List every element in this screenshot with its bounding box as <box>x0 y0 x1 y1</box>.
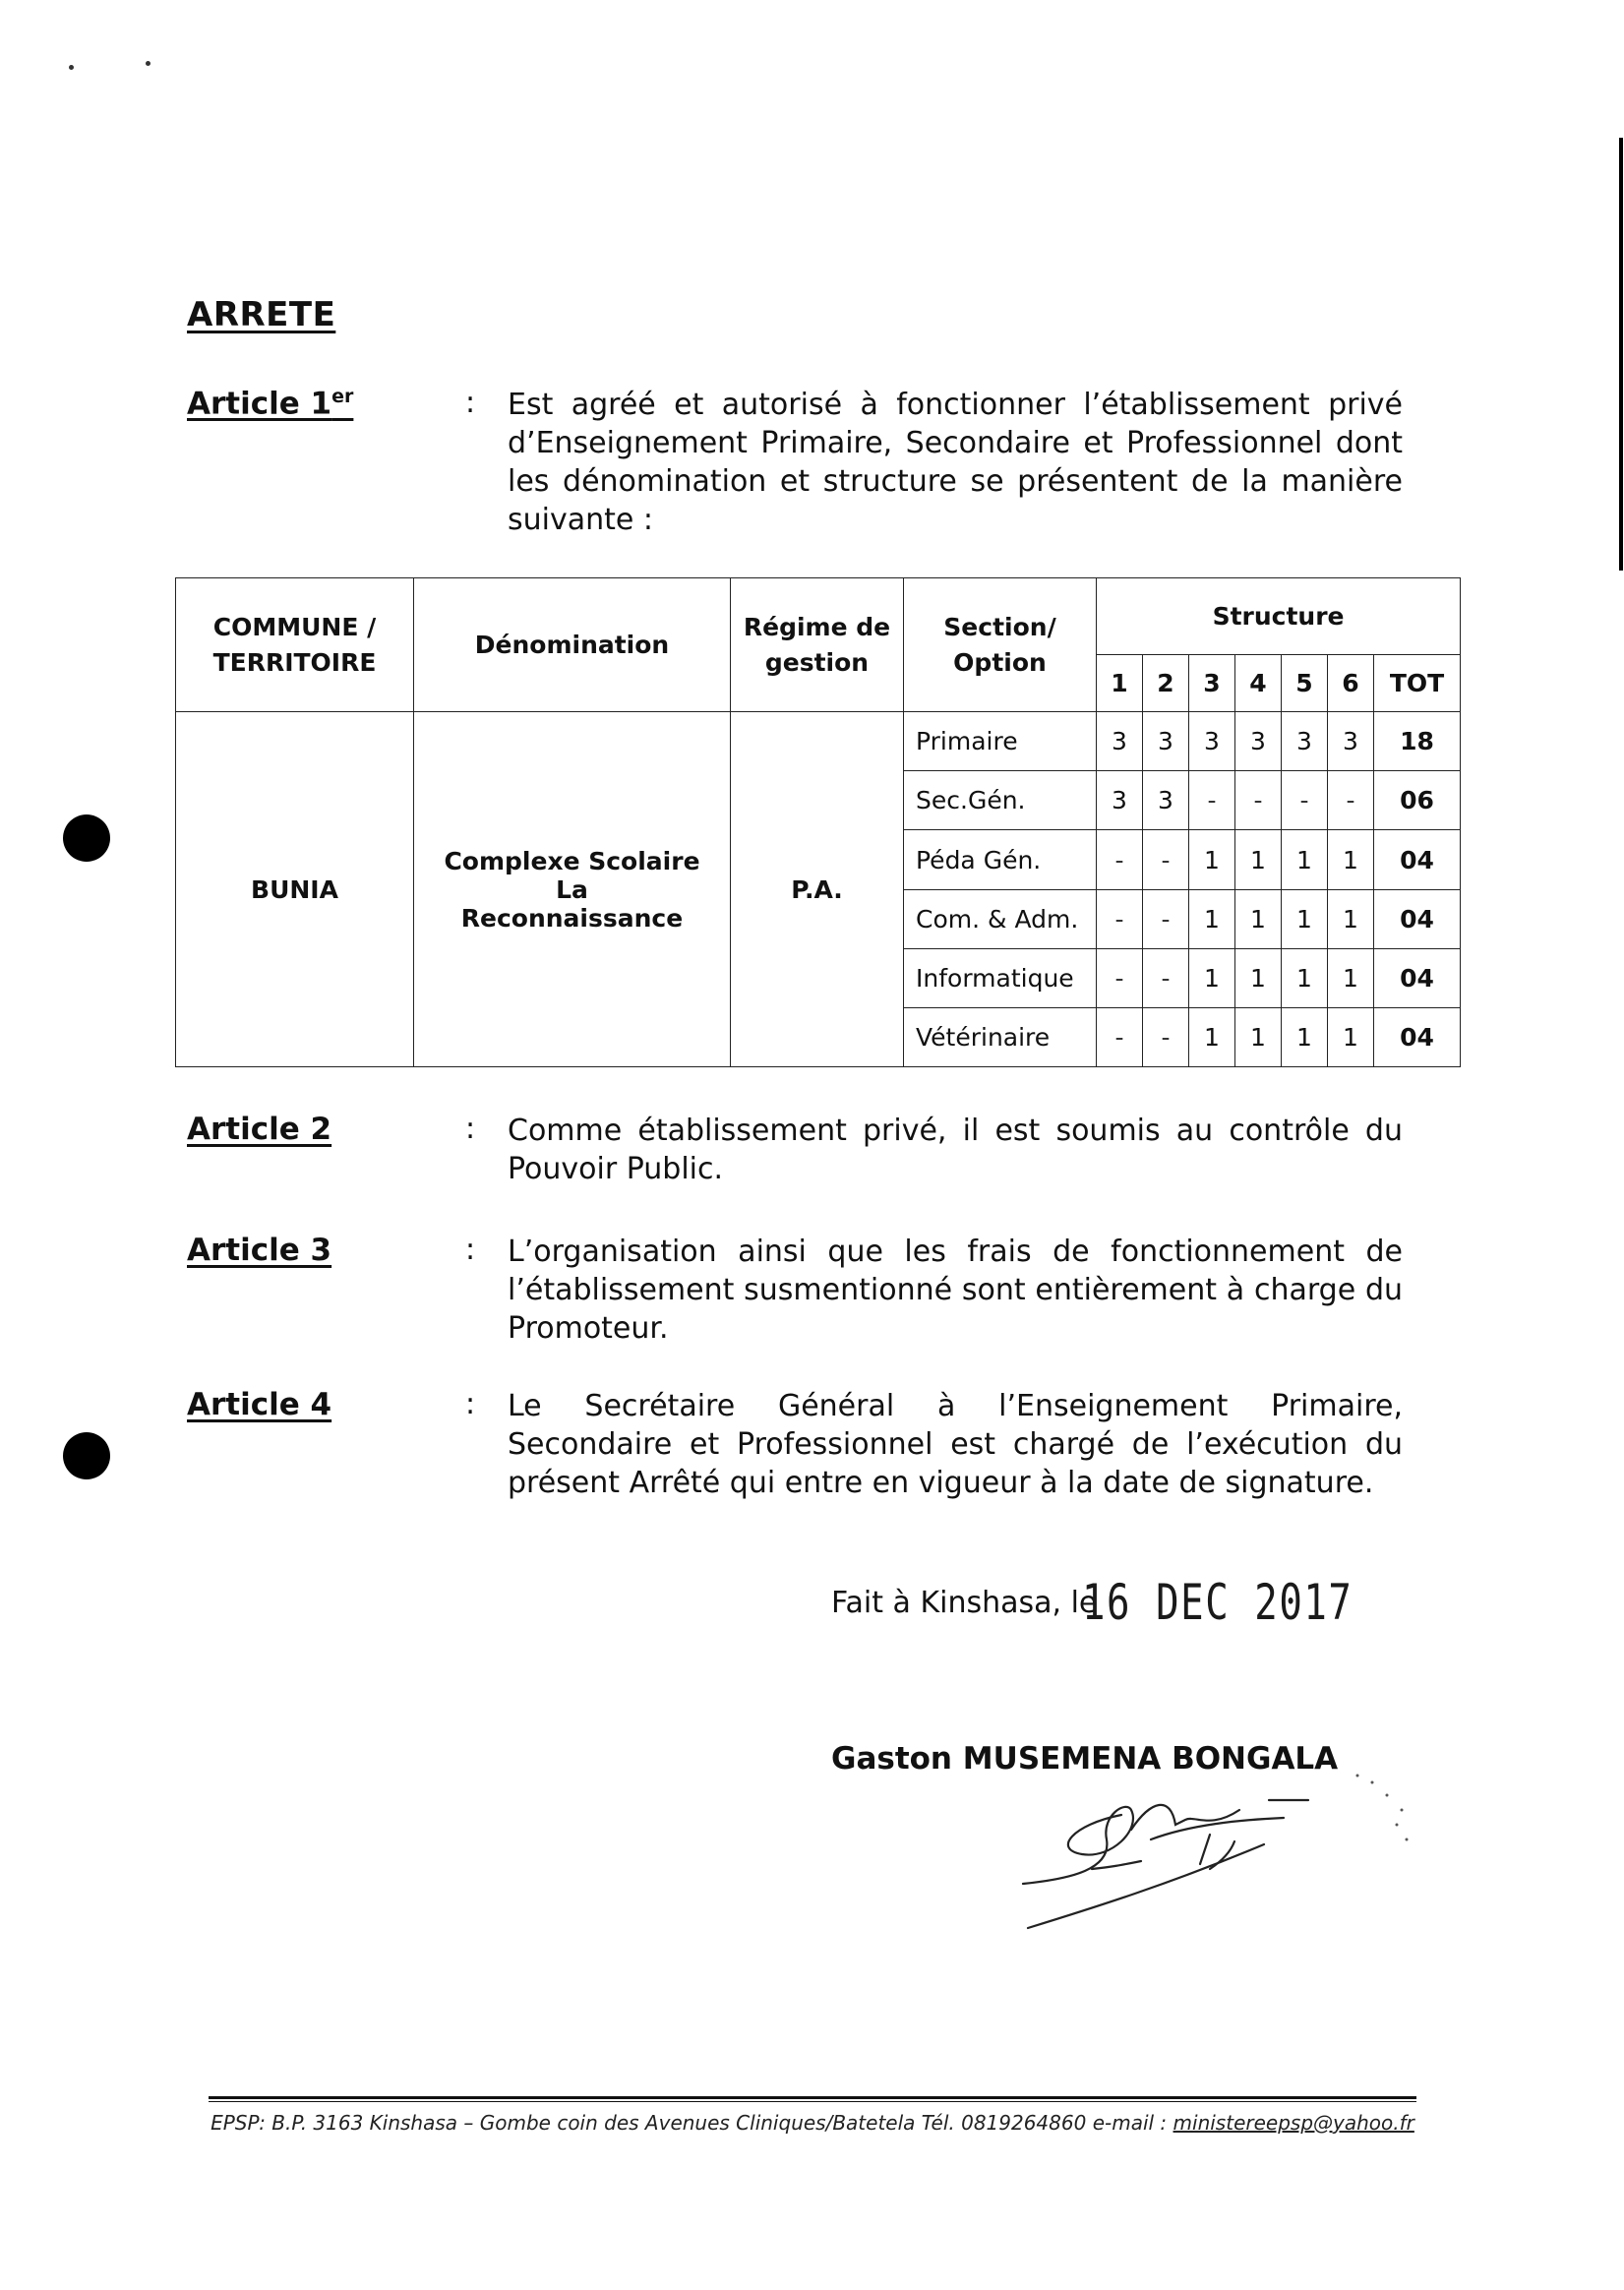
year-cell: - <box>1097 948 1143 1007</box>
header-year: 5 <box>1282 655 1328 712</box>
year-cell: - <box>1235 771 1282 830</box>
tot-cell: 04 <box>1374 889 1461 948</box>
header-structure: Structure <box>1097 578 1461 655</box>
header-year: 6 <box>1328 655 1374 712</box>
article-2-label: Article 2 <box>187 1112 332 1147</box>
header-regime: Régime de gestion <box>731 578 904 712</box>
header-commune: COMMUNE / TERRITOIRE <box>176 578 414 712</box>
header-year: 4 <box>1235 655 1282 712</box>
year-cell: 1 <box>1189 948 1235 1007</box>
section-cell: Péda Gén. <box>904 830 1097 889</box>
year-cell: 1 <box>1235 889 1282 948</box>
year-cell: 1 <box>1189 830 1235 889</box>
year-cell: 3 <box>1282 712 1328 771</box>
signature-icon <box>1013 1771 1426 1938</box>
scan-edge-mark <box>1619 138 1623 571</box>
date-stamp: 16 DEC 2017 <box>1082 1574 1353 1631</box>
year-cell: - <box>1097 830 1143 889</box>
tot-cell: 04 <box>1374 830 1461 889</box>
year-cell: 3 <box>1143 771 1189 830</box>
article-3-colon: : <box>465 1233 476 1267</box>
year-cell: 1 <box>1328 830 1374 889</box>
year-cell: - <box>1189 771 1235 830</box>
year-cell: 3 <box>1235 712 1282 771</box>
section-cell: Primaire <box>904 712 1097 771</box>
section-cell: Sec.Gén. <box>904 771 1097 830</box>
article-4-colon: : <box>465 1387 476 1421</box>
article-2-colon: : <box>465 1112 476 1146</box>
section-cell: Informatique <box>904 948 1097 1007</box>
tot-cell: 04 <box>1374 948 1461 1007</box>
year-cell: 1 <box>1235 1007 1282 1066</box>
year-cell: 1 <box>1235 948 1282 1007</box>
footer-rule <box>209 2096 1416 2099</box>
denomination-cell: Complexe Scolaire La Reconnaissance <box>414 712 731 1067</box>
year-cell: 1 <box>1235 830 1282 889</box>
tot-cell: 04 <box>1374 1007 1461 1066</box>
year-cell: - <box>1282 771 1328 830</box>
place-line: Fait à Kinshasa, le <box>831 1586 1098 1620</box>
footer-address: EPSP: B.P. 3163 Kinshasa – Gombe coin des Avenues Cliniques/Batetela Tél. 0819264860 e-mail : ministereepsp@yahoo.fr <box>211 2111 1414 2135</box>
year-cell: 1 <box>1328 948 1374 1007</box>
year-cell: 1 <box>1328 1007 1374 1066</box>
scan-speck <box>146 61 150 66</box>
year-cell: 3 <box>1189 712 1235 771</box>
article-4-label: Article 4 <box>187 1387 332 1422</box>
year-cell: 1 <box>1328 889 1374 948</box>
article-2-text: Comme établissement privé, il est soumis au contrôle du Pouvoir Public. <box>508 1114 1403 1186</box>
header-year: 1 <box>1097 655 1143 712</box>
year-cell: 1 <box>1189 1007 1235 1066</box>
year-cell: - <box>1097 889 1143 948</box>
year-cell: - <box>1143 830 1189 889</box>
page-title: ARRETE <box>187 295 336 334</box>
year-cell: 3 <box>1328 712 1374 771</box>
year-cell: - <box>1143 1007 1189 1066</box>
punch-hole-top <box>63 814 110 862</box>
scan-speck <box>69 65 74 70</box>
year-cell: 1 <box>1282 1007 1328 1066</box>
header-year: 2 <box>1143 655 1189 712</box>
article-3-label: Article 3 <box>187 1233 332 1268</box>
year-cell: 1 <box>1282 830 1328 889</box>
article-1-text: Est agréé et autorisé à fonctionner l’établissement privé d’Enseignement Primaire, Secondaire et Professionnel dont les dénomination et structure se présentent de la manière suivante : <box>508 388 1403 537</box>
year-cell: 1 <box>1282 948 1328 1007</box>
section-cell: Vétérinaire <box>904 1007 1097 1066</box>
structure-table <box>175 577 1461 1067</box>
footer-rule-thin <box>209 2101 1416 2102</box>
year-cell: - <box>1328 771 1374 830</box>
punch-hole-bottom <box>63 1432 110 1479</box>
signer-name: Gaston MUSEMENA BONGALA <box>831 1741 1339 1777</box>
year-cell: 3 <box>1097 771 1143 830</box>
header-section: Section/ Option <box>904 578 1097 712</box>
year-cell: - <box>1143 889 1189 948</box>
year-cell: 1 <box>1189 889 1235 948</box>
article-1-suffix: er <box>331 386 354 407</box>
article-1-colon: : <box>465 386 476 420</box>
footer-email[interactable]: ministereepsp@yahoo.fr <box>1173 2111 1414 2135</box>
tot-cell: 18 <box>1374 712 1461 771</box>
year-cell: - <box>1097 1007 1143 1066</box>
section-cell: Com. & Adm. <box>904 889 1097 948</box>
regime-cell: P.A. <box>731 712 904 1067</box>
header-tot: TOT <box>1374 655 1461 712</box>
year-cell: 1 <box>1282 889 1328 948</box>
article-4-text: Le Secrétaire Général à l’Enseignement Primaire, Secondaire et Professionnel est chargé de l’exécution du présent Arrêté qui entre en vigueur à la date de signature. <box>508 1389 1403 1500</box>
article-1-label: Article 1er <box>187 386 354 422</box>
tot-cell: 06 <box>1374 771 1461 830</box>
article-3-text: L’organisation ainsi que les frais de fonctionnement de l’établissement susmentionné sont entièrement à charge du Promoteur. <box>508 1235 1403 1346</box>
table-row <box>176 712 1461 771</box>
year-cell: 3 <box>1097 712 1143 771</box>
year-cell: - <box>1143 948 1189 1007</box>
year-cell: 3 <box>1143 712 1189 771</box>
header-year: 3 <box>1189 655 1235 712</box>
commune-cell: BUNIA <box>176 712 414 1067</box>
header-denomination: Dénomination <box>414 578 731 712</box>
